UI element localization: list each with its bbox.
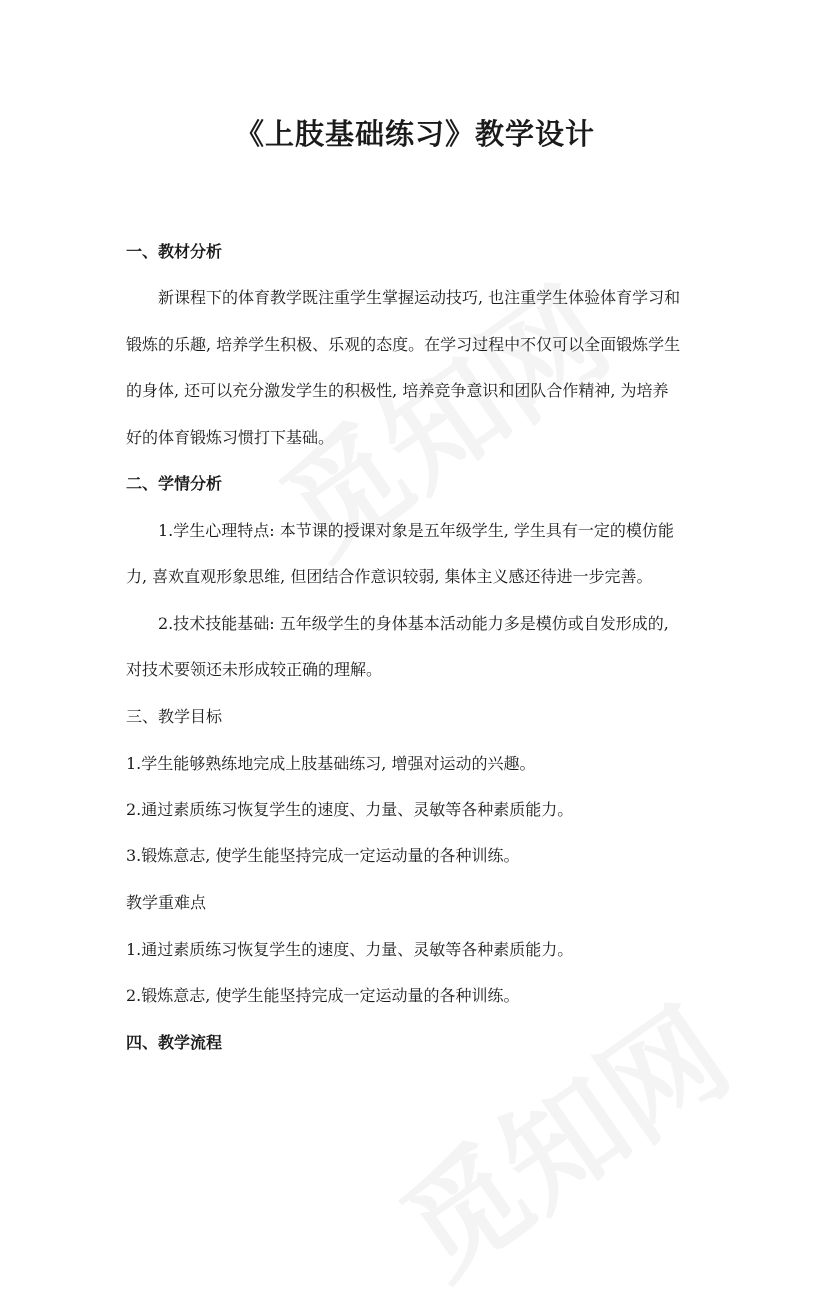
paragraph-line: 的身体, 还可以充分激发学生的积极性, 培养竞争意识和团队合作精神, 为培养 bbox=[126, 381, 669, 400]
section-heading-objectives: 三、教学目标 bbox=[126, 707, 223, 726]
watermark bbox=[363, 962, 757, 1309]
paragraph-line: 1.学生心理特点: 本节课的授课对象是五年级学生, 学生具有一定的模仿能 bbox=[158, 521, 674, 540]
section-heading-process: 四、教学流程 bbox=[126, 1033, 223, 1052]
list-item: 2.锻炼意志, 使学生能坚持完成一定运动量的各种训练。 bbox=[126, 986, 520, 1005]
section-heading-key-points: 教学重难点 bbox=[126, 893, 207, 912]
paragraph-line: 新课程下的体育教学既注重学生掌握运动技巧, 也注重学生体验体育学习和 bbox=[158, 288, 681, 307]
paragraph-line: 力, 喜欢直观形象思维, 但团结合作意识较弱, 集体主义感还待进一步完善。 bbox=[126, 567, 653, 586]
page-title: 《上肢基础练习》教学设计 bbox=[234, 117, 595, 151]
section-heading-students: 二、学情分析 bbox=[126, 474, 223, 493]
list-item: 3.锻炼意志, 使学生能坚持完成一定运动量的各种训练。 bbox=[126, 846, 520, 865]
list-item: 1.通过素质练习恢复学生的速度、力量、灵敏等各种素质能力。 bbox=[126, 940, 574, 959]
paragraph-line: 锻炼的乐趣, 培养学生积极、乐观的态度。在学习过程中不仅可以全面锻炼学生 bbox=[126, 335, 681, 354]
list-item: 1.学生能够熟练地完成上肢基础练习, 增强对运动的兴趣。 bbox=[126, 754, 536, 773]
section-heading-materials: 一、教材分析 bbox=[126, 242, 223, 261]
paragraph-line: 好的体育锻炼习惯打下基础。 bbox=[126, 428, 335, 447]
list-item: 2.通过素质练习恢复学生的速度、力量、灵敏等各种素质能力。 bbox=[126, 800, 574, 819]
paragraph-line: 对技术要领还未形成较正确的理解。 bbox=[126, 660, 383, 679]
paragraph-line: 2.技术技能基础: 五年级学生的身体基本活动能力多是模仿或自发形成的, bbox=[158, 614, 669, 633]
